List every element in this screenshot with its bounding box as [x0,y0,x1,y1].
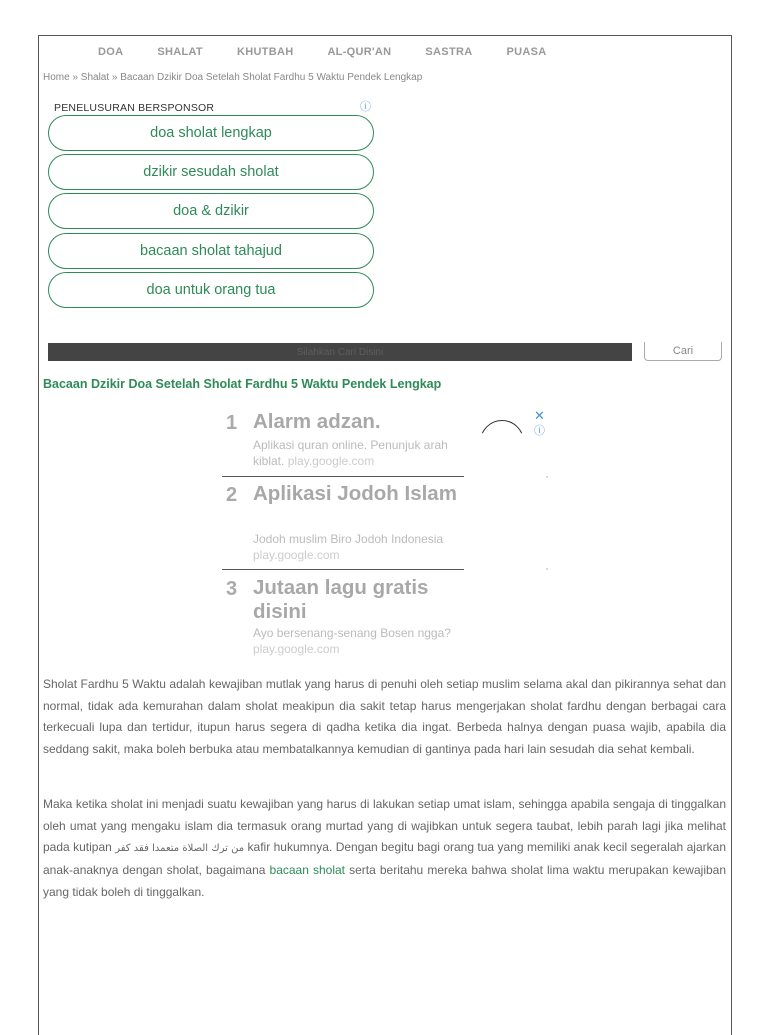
decorative-dot [546,476,548,478]
ad-item-title[interactable]: Aplikasi Jodoh Islam [253,482,457,505]
main-nav [98,46,580,58]
paragraph-text: Maka ketika sholat ini menjadi suatu kewajiban yang harus di lakukan setiap umat islam, sehingga apabila sengaja di tinggalkan oleh umat yang mengaku islam dia termasuk orang murtad yang di wajibkan untuk segera taubat, lebih parah lagi jika melihat pada kutipan [43,797,726,855]
ad-item-domain: play.google.com [287,454,375,468]
arabic-quote: من ترك الصلاة متعمدا فقد كفر [115,843,245,855]
article-paragraph [43,794,726,904]
ad-item-title[interactable]: Alarm adzan. [253,410,381,433]
ad-item-desc-text: Jodoh muslim Biro Jodoh Indonesia [253,532,444,546]
bacaan-sholat-link[interactable]: bacaan sholat [269,863,346,878]
ad-item-title[interactable]: Jutaan lagu gratis disini [253,576,429,623]
sponsored-link-doa-dzikir[interactable]: doa & dzikir [48,193,374,229]
sponsored-search-label: PENELUSURAN BERSPONSOR [54,102,215,114]
decorative-dot [546,568,548,570]
sponsored-link-dzikir-sesudah-sholat[interactable]: dzikir sesudah sholat [48,154,374,190]
ad-item-domain: play.google.com [253,548,340,562]
nav-item-sastra[interactable]: SASTRA [425,46,473,58]
close-icon[interactable]: ✕ [534,408,545,423]
paragraph-text: serta beritahu mereka bahwa sholat lima waktu merupakan kewajiban yang tidak boleh di tinggalkan. [43,863,727,899]
search-input[interactable] [48,346,632,359]
nav-item-shalat[interactable]: SHALAT [157,46,203,58]
search-button[interactable]: Cari [644,342,722,361]
info-icon[interactable]: ⓘ [360,101,371,113]
article-paragraph: Sholat Fardhu 5 Waktu adalah kewajiban mutlak yang harus di penuhi oleh setiap muslim selama akal dan pikirannya sehat dan normal, tidak ada kemurahan dalam sholat meakipun dia sakit tetap harus mengerjakan sholat fardhu dengan berbagai cara terkecuali lupa dan tertidur, itupun harus segera di qadha ketika dia ingat. Berbeda halnya dengan puasa wajib, apabila dia seddang sakit, maka boleh berbuka atau membatalkannya kemudian di gantinya pada hari lain sesudah dia sehat kembali. [43,677,726,757]
ad-item-number: 1 [226,412,238,434]
breadcrumb[interactable]: Home » Shalat » Bacaan Dzikir Doa Setelah Sholat Fardhu 5 Waktu Pendek Lengkap [43,72,423,83]
ad-item-description [253,625,463,657]
search-bar [48,343,632,361]
ad-item-number: 2 [226,484,238,506]
ad-item-description [253,531,463,563]
sponsored-link-bacaan-sholat-tahajud[interactable]: bacaan sholat tahajud [48,233,374,269]
ad-item-number: 3 [226,578,238,600]
nav-item-puasa[interactable]: PUASA [506,46,547,58]
ad-item-domain: play.google.com [253,642,340,656]
sponsored-link-doa-sholat-lengkap[interactable]: doa sholat lengkap [48,115,374,151]
paragraph-text: kafir hukumnya. Dengan begitu bagi orang tua yang memiliki anak kecil segeralah ajarkan anak-anaknya dengan sholat, bagaimana [43,840,726,878]
nav-item-alquran[interactable]: AL-QUR'AN [327,46,392,58]
ad-item-desc-text: Aplikasi quran online. Penunjuk arah kiblat. [253,438,448,468]
nav-item-doa[interactable]: DOA [98,46,124,58]
post-title: Bacaan Dzikir Doa Setelah Sholat Fardhu 5 Waktu Pendek Lengkap [43,377,442,391]
ad-item-description [253,437,463,469]
divider [222,569,464,570]
sponsored-link-doa-untuk-orang-tua[interactable]: doa untuk orang tua [48,272,374,308]
ad-item-desc-text: Ayo bersenang-senang Bosen ngga? [253,626,451,640]
divider [222,476,464,477]
nav-item-khutbah[interactable]: KHUTBAH [236,46,294,58]
info-icon[interactable]: ⓘ [534,425,545,437]
